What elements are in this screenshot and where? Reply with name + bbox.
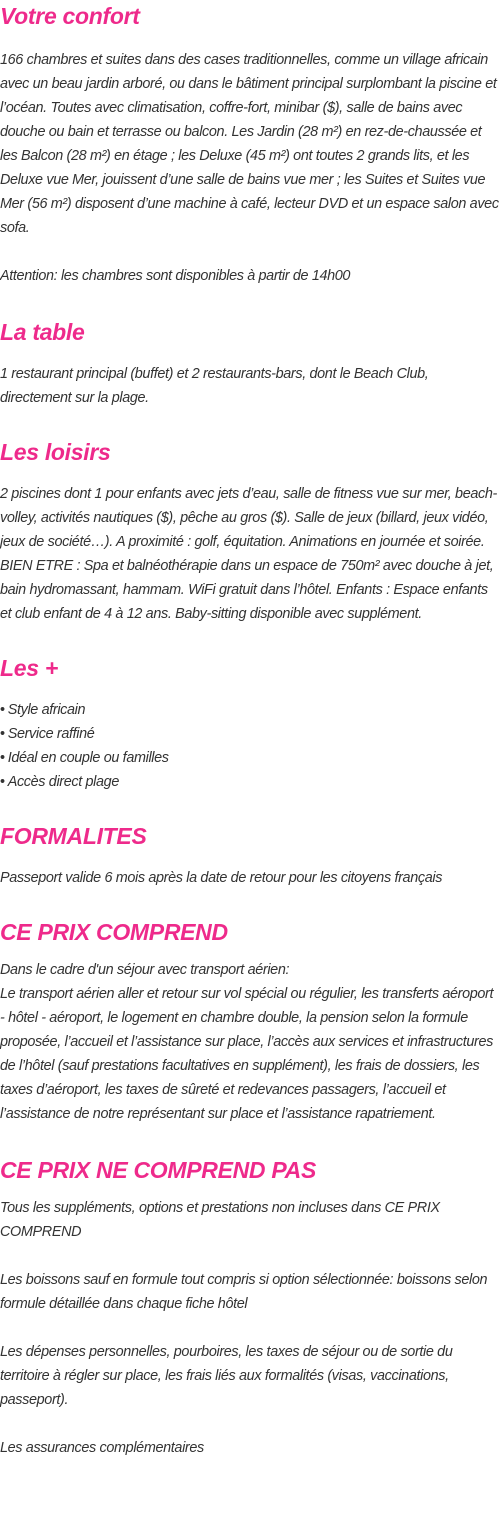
section-title-price-includes: CE PRIX COMPREND	[0, 919, 228, 945]
bullet-icon: •	[0, 750, 5, 766]
comfort-description: 166 chambres et suites dans des cases traditionnelles, comme un village africain avec un beau jardin arboré, ou dans le bâtiment principal surplombant la piscine et l’océan. Toutes avec climatisation, coffre-fort, minibar ($), salle de bains avec douche ou bain et terrasse ou balcon. Les Jardin (28 m²) en rez-de-chaussée et les Balcon (28 m²) en étage ; les Deluxe (45 m²) ont toutes 2 grands lits, et les Deluxe vue Mer, jouissent d’une salle de bains vue mer ; les Suites et Suites vue Mer (56 m²) disposent d’une machine à café, lecteur DVD et un espace salon avec sofa.	[0, 52, 499, 236]
price-includes-intro: Dans le cadre d'un séjour avec transport aérien:	[0, 962, 290, 978]
highlights-list	[0, 698, 500, 794]
section-title-leisure: Les loisirs	[0, 439, 111, 465]
section-formalities	[0, 822, 500, 890]
dining-description: 1 restaurant principal (buffet) et 2 restaurants-bars, dont le Beach Club, directement sur la plage.	[0, 366, 429, 406]
section-title-comfort: Votre confort	[0, 3, 140, 29]
highlight-text: Service raffiné	[7, 726, 95, 742]
formalities-description: Passeport valide 6 mois après la date de retour pour les citoyens français	[0, 870, 443, 886]
price-excludes-supplements: Tous les suppléments, options et prestations non incluses dans CE PRIX COMPREND	[0, 1200, 440, 1240]
list-item	[0, 746, 500, 770]
bullet-icon: •	[0, 702, 5, 718]
section-price-includes	[0, 918, 500, 1126]
bullet-icon: •	[0, 774, 5, 790]
price-excludes-drinks: Les boissons sauf en formule tout compris si option sélectionnée: boissons selon formule détaillée dans chaque fiche hôtel	[0, 1272, 488, 1312]
section-title-formalities: FORMALITES	[0, 823, 147, 849]
price-excludes-personal-expenses: Les dépenses personnelles, pourboires, les taxes de séjour ou de sortie du territoire à régler sur place, les frais liés aux formalités (visas, vaccinations, passeport).	[0, 1344, 453, 1408]
section-dining	[0, 318, 500, 410]
section-leisure	[0, 438, 500, 626]
price-excludes-insurance: Les assurances complémentaires	[0, 1440, 204, 1456]
leisure-description: 2 piscines dont 1 pour enfants avec jets d’eau, salle de fitness vue sur mer, beach-volley, activités nautiques ($), pêche au gros ($). Salle de jeux (billard, jeux vidéo, jeux de société…). A proximité : golf, équitation. Animations en journée et soirée. BIEN ETRE : Spa et balnéothérapie dans un espace de 750m² avec douche à jet, bain hydromassant, hammam. WiFi gratuit dans l’hôtel. Enfants : Espace enfants et club enfant de 4 à 12 ans. Baby-sitting disponible avec supplément.	[0, 486, 497, 622]
section-title-price-excludes: CE PRIX NE COMPREND PAS	[0, 1157, 316, 1183]
highlight-text: Style africain	[7, 702, 86, 718]
list-item	[0, 770, 500, 794]
section-title-highlights: Les +	[0, 655, 58, 681]
highlight-text: Idéal en couple ou familles	[7, 750, 169, 766]
section-comfort	[0, 0, 500, 288]
section-highlights	[0, 654, 500, 794]
list-item	[0, 722, 500, 746]
comfort-checkin-notice: Attention: les chambres sont disponibles à partir de 14h00	[0, 268, 351, 284]
section-price-excludes	[0, 1156, 500, 1460]
price-includes-details: Le transport aérien aller et retour sur vol spécial ou régulier, les transferts aéroport - hôtel - aéroport, le logement en chambre double, la pension selon la formule proposée, l’accueil et l’assistance sur place, l’accès aux services et infrastructures de l’hôtel (sauf prestations facultatives en supplément), les frais de dossiers, les taxes d’aéroport, les taxes de sûreté et redevances passagers, l’accueil et l’assistance de notre représentant sur place et l’assistance rapatriement.	[0, 986, 494, 1122]
bullet-icon: •	[0, 726, 5, 742]
highlight-text: Accès direct plage	[7, 774, 119, 790]
list-item	[0, 698, 500, 722]
section-title-dining: La table	[0, 319, 85, 345]
